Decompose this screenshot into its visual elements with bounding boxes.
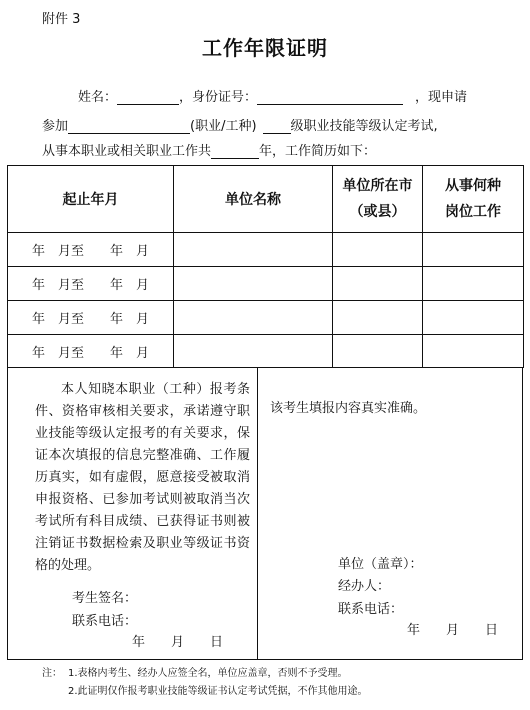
intro-line-3 — [42, 140, 376, 159]
candidate-pledge-text: 本人知晓本职业（工种）报考条件、资格审核相关要求，承诺遵守职业技能等级认定报考的有关要求，保证本次填报的信息完整准确、工作履历真实，如有虚假，愿意接受被取消申报资格、已参加考试则被取消当次考试所有科目成绩、已获得证书则被注销证书数据检索及职业等级证书资格的处理。 — [35, 382, 250, 573]
apply-label: ，现申请 — [415, 90, 468, 105]
unit-seal-label[interactable]: 单位（盖章）： — [338, 557, 423, 572]
header-position — [423, 166, 524, 233]
level-blank[interactable] — [263, 119, 291, 134]
date-range-cell[interactable]: 年 月至 年 月 — [8, 233, 174, 267]
city-cell[interactable] — [333, 267, 423, 301]
note-line-2: 2.此证明仅作报考职业技能等级证书认定考试凭据，不作其他用途。 — [68, 686, 368, 697]
years-suffix: 年，工作简历如下： — [259, 144, 377, 159]
occupation-blank[interactable] — [68, 119, 190, 134]
position-cell[interactable] — [423, 335, 524, 368]
header-unit-name: 单位名称 — [174, 166, 333, 233]
table-row — [8, 335, 524, 368]
header-city-line1: 单位所在市 — [342, 178, 413, 194]
handler-label[interactable]: 经办人： — [338, 579, 391, 594]
unit-phone-label[interactable]: 联系电话： — [338, 602, 404, 617]
header-position-line1: 从事何种 — [445, 178, 501, 194]
note-line-1: 1.表格内考生、经办人应签全名，单位应盖章，否则不予受理。 — [68, 668, 348, 679]
header-period: 起止年月 — [8, 166, 174, 233]
occupation-label: (职业/工种) — [190, 119, 257, 134]
intro-line-2 — [42, 115, 438, 134]
verification-statement: 该考生填报内容真实准确。 — [270, 401, 427, 416]
table-row — [8, 301, 524, 335]
declaration-section — [7, 367, 523, 660]
table-row — [8, 233, 524, 267]
unit-name-cell[interactable] — [174, 267, 333, 301]
attachment-label: 附件 3 — [42, 12, 81, 27]
section-divider — [257, 367, 258, 659]
table-row — [8, 267, 524, 301]
name-label: 姓名： — [78, 90, 118, 105]
unit-name-cell[interactable] — [174, 301, 333, 335]
intro-line-1 — [78, 86, 467, 105]
header-position-line2: 岗位工作 — [445, 204, 501, 220]
header-city-line2: （或县） — [349, 204, 406, 220]
unit-name-cell[interactable] — [174, 233, 333, 267]
candidate-date-label[interactable]: 年 月 日 — [132, 635, 224, 650]
level-label: 级职业技能等级认定考试, — [290, 119, 438, 134]
date-range-cell[interactable]: 年 月至 年 月 — [8, 301, 174, 335]
page-title: 工作年限证明 — [202, 36, 328, 60]
city-cell[interactable] — [333, 335, 423, 368]
position-cell[interactable] — [423, 301, 524, 335]
years-prefix: 从事本职业或相关职业工作共 — [42, 144, 212, 159]
city-cell[interactable] — [333, 301, 423, 335]
date-range-cell[interactable]: 年 月至 年 月 — [8, 335, 174, 368]
id-label: ，身份证号： — [179, 90, 258, 105]
join-label: 参加 — [42, 119, 69, 134]
date-range-cell[interactable]: 年 月至 年 月 — [8, 267, 174, 301]
unit-date-label[interactable]: 年 月 日 — [407, 623, 499, 638]
years-blank[interactable] — [211, 144, 259, 159]
candidate-signature-label[interactable]: 考生签名： — [72, 591, 138, 606]
name-blank[interactable] — [117, 90, 179, 105]
header-city — [333, 166, 423, 233]
city-cell[interactable] — [333, 233, 423, 267]
table-header-row — [8, 166, 524, 233]
id-number-blank[interactable] — [257, 90, 403, 105]
position-cell[interactable] — [423, 267, 524, 301]
candidate-phone-label[interactable]: 联系电话： — [72, 614, 138, 629]
work-history-table — [7, 165, 524, 368]
position-cell[interactable] — [423, 233, 524, 267]
notes-prefix: 注： — [42, 668, 62, 679]
unit-name-cell[interactable] — [174, 335, 333, 368]
